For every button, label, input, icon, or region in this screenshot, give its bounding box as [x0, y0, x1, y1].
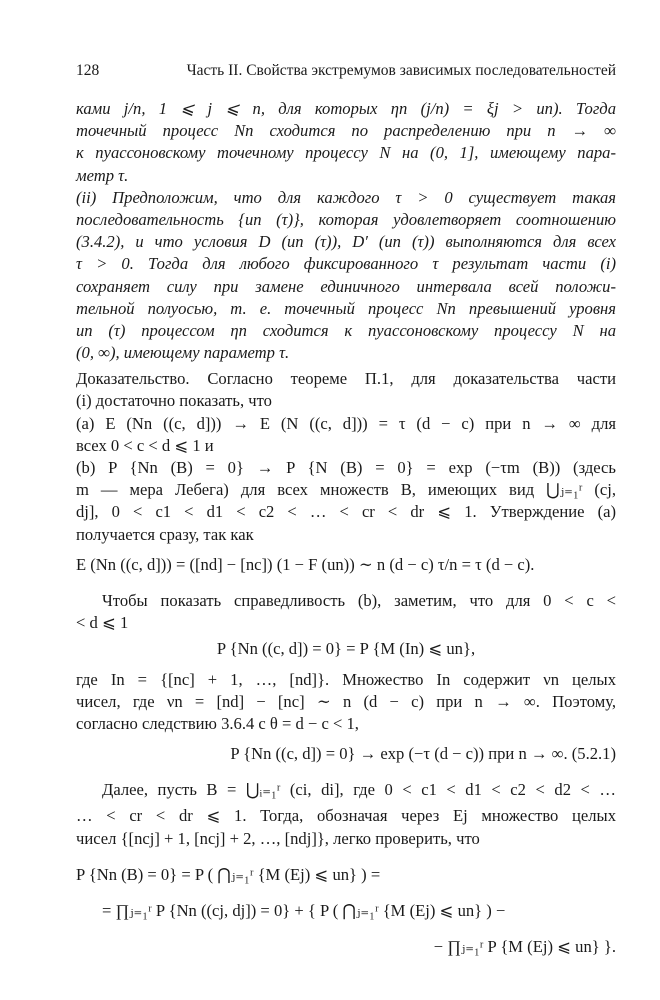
- formula-line: = ∏ⱼ₌₁ʳ P {Nn ((cj, dj]) = 0} + { P ( ⋂ⱼ₌₁ʳ {M (Ej) ⩽ un} ) −: [102, 901, 506, 920]
- text-line: чисел, где νn = [nd] − [nc] ∼ n (d − c) при n → ∞. Поэтому,: [76, 691, 616, 711]
- text-line: точечный процесс Nn сходится по распределению при n → ∞: [76, 121, 616, 141]
- text-line: согласно следствию 3.6.4 с θ = d − c < 1,: [76, 713, 359, 733]
- text-line: где In = {[nc] + 1, …, [nd]}. Множество In содержит νn целых: [76, 669, 616, 689]
- text-line: un (τ) процессом ηn сходится к пуассоновскому процессу N на: [76, 320, 616, 340]
- text-line: τ > 0. Тогда для любого фиксированного τ результат части (i): [76, 254, 616, 274]
- text-line: (i) достаточно показать, что: [76, 391, 272, 411]
- formula-line: − ∏ⱼ₌₁ʳ P {M (Ej) ⩽ un} }.: [433, 937, 616, 957]
- text-line: Чтобы показать справедливость (b), заметим, что для 0 < c <: [102, 590, 616, 610]
- text-line: < d ⩽ 1: [76, 613, 129, 633]
- text-line: последовательность {un (τ)}, которая удовлетворяет соотношению: [76, 209, 616, 229]
- text-line: метр τ.: [76, 165, 129, 185]
- text-line: m — мера Лебега) для всех множеств B, имеющих вид ⋃ⱼ₌₁ʳ (cj,: [76, 480, 616, 500]
- text-line: к пуассоновскому точечному процессу N на (0, 1], имеющему пара-: [76, 143, 616, 163]
- text-line: (b) P {Nn (B) = 0} → P {N (B) = 0} = exp (−τm (B)) (здесь: [76, 458, 616, 477]
- formula-line: E (Nn ((c, d])) = ([nd] − [nc]) (1 − F (un)) ∼ n (d − c) τ/n = τ (d − c).: [76, 554, 535, 574]
- text-line: (ii) Предположим, что для каждого τ > 0 существует такая: [76, 187, 616, 207]
- text-line: тельной полуосью, т. е. точечный процесс Nn превышений уровня: [76, 298, 616, 318]
- text-line: ками j/n, 1 ⩽ j ⩽ n, для которых ηn (j/n) = ξj > un). Тогда: [76, 99, 616, 118]
- text-line: (3.4.2), и что условия D (un (τ)), D′ (un (τ)) выполняются для всех: [76, 232, 616, 252]
- text-line: всех 0 < c < d ⩽ 1 и: [76, 435, 214, 455]
- text-line: сохраняет силу при замене единичного интервала всей положи-: [76, 276, 616, 296]
- running-title: Часть II. Свойства экстремумов зависимых последовательностей: [186, 62, 616, 79]
- formula-line: P {Nn (B) = 0} = P ( ⋂ⱼ₌₁ʳ {M (Ej) ⩽ un} ) =: [76, 864, 381, 884]
- text-line: dj], 0 < c1 < d1 < c2 < … < cr < dr ⩽ 1. Утверждение (a): [76, 502, 616, 522]
- text-line: (a) E (Nn ((c, d])) → E (N ((c, d])) = τ (d − c) при n → ∞ для: [76, 413, 616, 433]
- page-body: [76, 98, 616, 958]
- text-line: чисел {[ncj] + 1, [ncj] + 2, …, [ndj]}, легко проверить, что: [76, 828, 480, 848]
- running-header: [76, 62, 616, 86]
- text-line: Далее, пусть B = ⋃ᵢ₌₁ʳ (ci, di], где 0 < c1 < d1 < c2 < d2 < …: [102, 780, 616, 800]
- text-line: (0, ∞), имеющему параметр τ.: [76, 343, 290, 363]
- formula-line: P {Nn ((c, d]) = 0} = P {M (In) ⩽ un},: [216, 639, 476, 659]
- text-line: … < cr < dr ⩽ 1. Тогда, обозначая через Ej множество целых: [76, 806, 616, 826]
- text-line: получается сразу, так как: [76, 524, 254, 544]
- page-number: 128: [76, 62, 100, 79]
- numbered-formula-line: P {Nn ((c, d]) = 0} → exp (−τ (d − c)) при n → ∞. (5.2.1): [230, 744, 616, 764]
- proof-start-line: Доказательство. Согласно теореме П.1, для доказательства части: [76, 369, 616, 389]
